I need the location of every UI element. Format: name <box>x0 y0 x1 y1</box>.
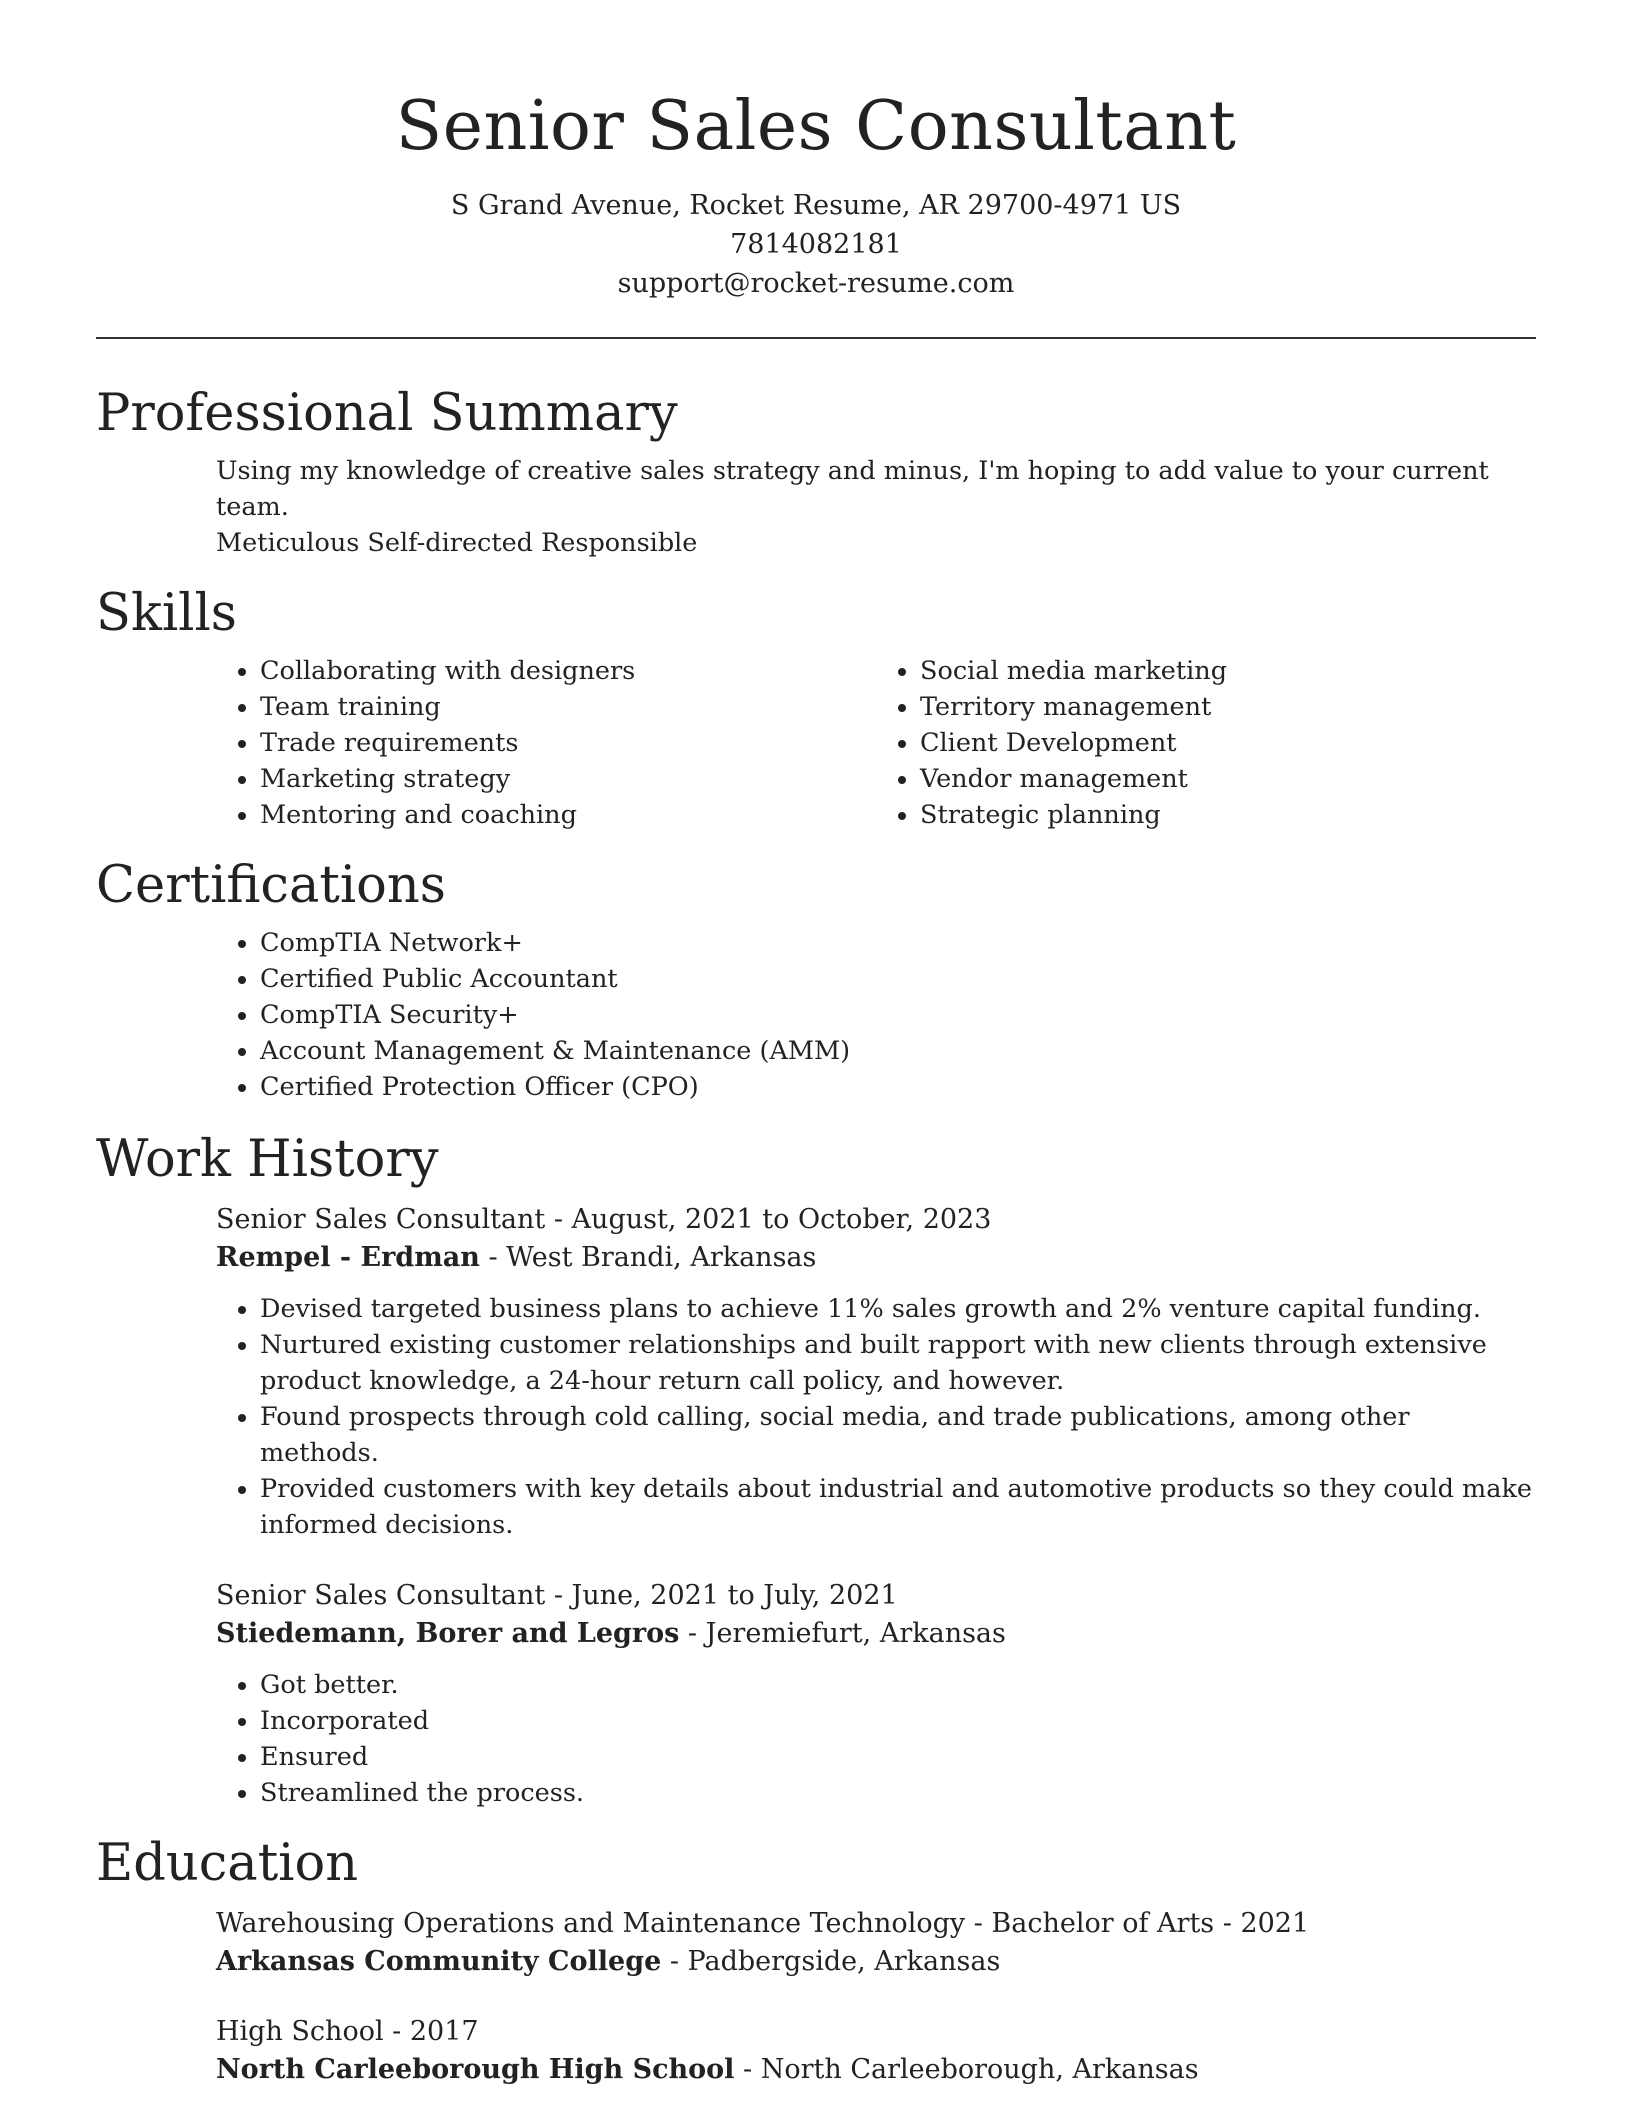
skills-list-right <box>876 653 1536 833</box>
skill-item: • Team training <box>260 689 876 725</box>
education-heading: Education <box>96 1834 359 1893</box>
job-location: - Jeremiefurt, Arkansas <box>679 1618 1006 1649</box>
summary-traits: Meticulous Self-directed Responsible <box>216 528 698 558</box>
skill-item: • Strategic planning <box>920 797 1536 833</box>
education-degree: Warehousing Operations and Maintenance Technology - Bachelor of Arts <box>216 1908 1215 1939</box>
job-company-line <box>216 1615 1536 1653</box>
contact-address: S Grand Avenue, Rocket Resume, AR 29700-4971 US <box>450 190 1182 221</box>
education-year: - 2017 <box>383 2016 479 2047</box>
job-company: Stiedemann, Borer and Legros <box>216 1618 680 1649</box>
contact-phone: 7814082181 <box>730 229 902 260</box>
education-degree-line <box>216 2013 1536 2051</box>
skill-item: • Mentoring and coaching <box>260 797 876 833</box>
job-title: Senior Sales Consultant <box>216 1580 546 1611</box>
education-school-line <box>216 2051 1536 2089</box>
job-company-line <box>216 1239 1536 1277</box>
job-bullets <box>216 1667 1536 1811</box>
education-degree: High School <box>216 2016 384 2047</box>
contact-block <box>96 186 1536 303</box>
skill-item: • Trade requirements <box>260 725 876 761</box>
certifications-list <box>216 925 1536 1105</box>
summary-line: Using my knowledge of creative sales strategy and minus, I'm hoping to add value to your current team. <box>216 456 1489 522</box>
job-bullet: • Provided customers with key details about industrial and automotive products so they could make informed decisions. <box>260 1471 1536 1543</box>
job-bullets <box>216 1291 1536 1543</box>
job-bullet: • Got better. <box>260 1667 1536 1703</box>
job-title-line <box>216 1577 1536 1615</box>
summary-body <box>216 453 1536 561</box>
job-title: Senior Sales Consultant <box>216 1204 546 1235</box>
skill-item: • Collaborating with designers <box>260 653 876 689</box>
job-bullet: • Devised targeted business plans to achieve 11% sales growth and 2% venture capital funding. <box>260 1291 1536 1327</box>
education-year: - 2021 <box>1214 1908 1310 1939</box>
work-history-body <box>216 1201 1536 1811</box>
contact-email: support@rocket-resume.com <box>617 268 1015 299</box>
summary-heading: Professional Summary <box>96 384 678 443</box>
job-bullet: • Ensured <box>260 1739 1536 1775</box>
certifications-heading: Certifications <box>96 856 446 915</box>
certifications-body <box>216 925 1536 1105</box>
skill-item: • Client Development <box>920 725 1536 761</box>
job-dates: - June, 2021 to July, 2021 <box>545 1580 898 1611</box>
skill-item: • Territory management <box>920 689 1536 725</box>
education-degree-line <box>216 1905 1536 1943</box>
certification-item: • CompTIA Network+ <box>260 925 1536 961</box>
certification-item: • Account Management & Maintenance (AMM) <box>260 1033 1536 1069</box>
skills-columns <box>216 653 1536 833</box>
education-location: - Padbergside, Arkansas <box>661 1946 1001 1977</box>
education-school: North Carleeborough High School <box>216 2054 735 2085</box>
education-body <box>216 1905 1536 2089</box>
education-school-line <box>216 1943 1536 1981</box>
education-school: Arkansas Community College <box>216 1946 662 1977</box>
resume-title: Senior Sales Consultant <box>395 87 1237 166</box>
skill-item: • Social media marketing <box>920 653 1536 689</box>
certification-item: • CompTIA Security+ <box>260 997 1536 1033</box>
education-entry <box>216 2013 1536 2089</box>
job-bullet: • Streamlined the process. <box>260 1775 1536 1811</box>
job-company: Rempel - Erdman <box>216 1242 480 1273</box>
job-title-line <box>216 1201 1536 1239</box>
skills-list-left <box>216 653 876 833</box>
skill-item: • Vendor management <box>920 761 1536 797</box>
header-divider <box>96 337 1536 339</box>
certification-item: • Certified Protection Officer (CPO) <box>260 1069 1536 1105</box>
skills-heading: Skills <box>96 584 237 643</box>
job-bullet: • Incorporated <box>260 1703 1536 1739</box>
skill-item: • Marketing strategy <box>260 761 876 797</box>
job-location: - West Brandi, Arkansas <box>479 1242 817 1273</box>
job-entry <box>216 1577 1536 1811</box>
job-bullet: • Nurtured existing customer relationships and built rapport with new clients through extensive product knowledge, a 24-hour return call policy, and however. <box>260 1327 1536 1399</box>
work-history-heading: Work History <box>96 1130 439 1189</box>
job-dates: - August, 2021 to October, 2023 <box>545 1204 992 1235</box>
job-entry <box>216 1201 1536 1543</box>
job-bullet: • Found prospects through cold calling, social media, and trade publications, among other methods. <box>260 1399 1536 1471</box>
education-entry <box>216 1905 1536 1981</box>
certification-item: • Certified Public Accountant <box>260 961 1536 997</box>
education-location: - North Carleeborough, Arkansas <box>734 2054 1199 2085</box>
